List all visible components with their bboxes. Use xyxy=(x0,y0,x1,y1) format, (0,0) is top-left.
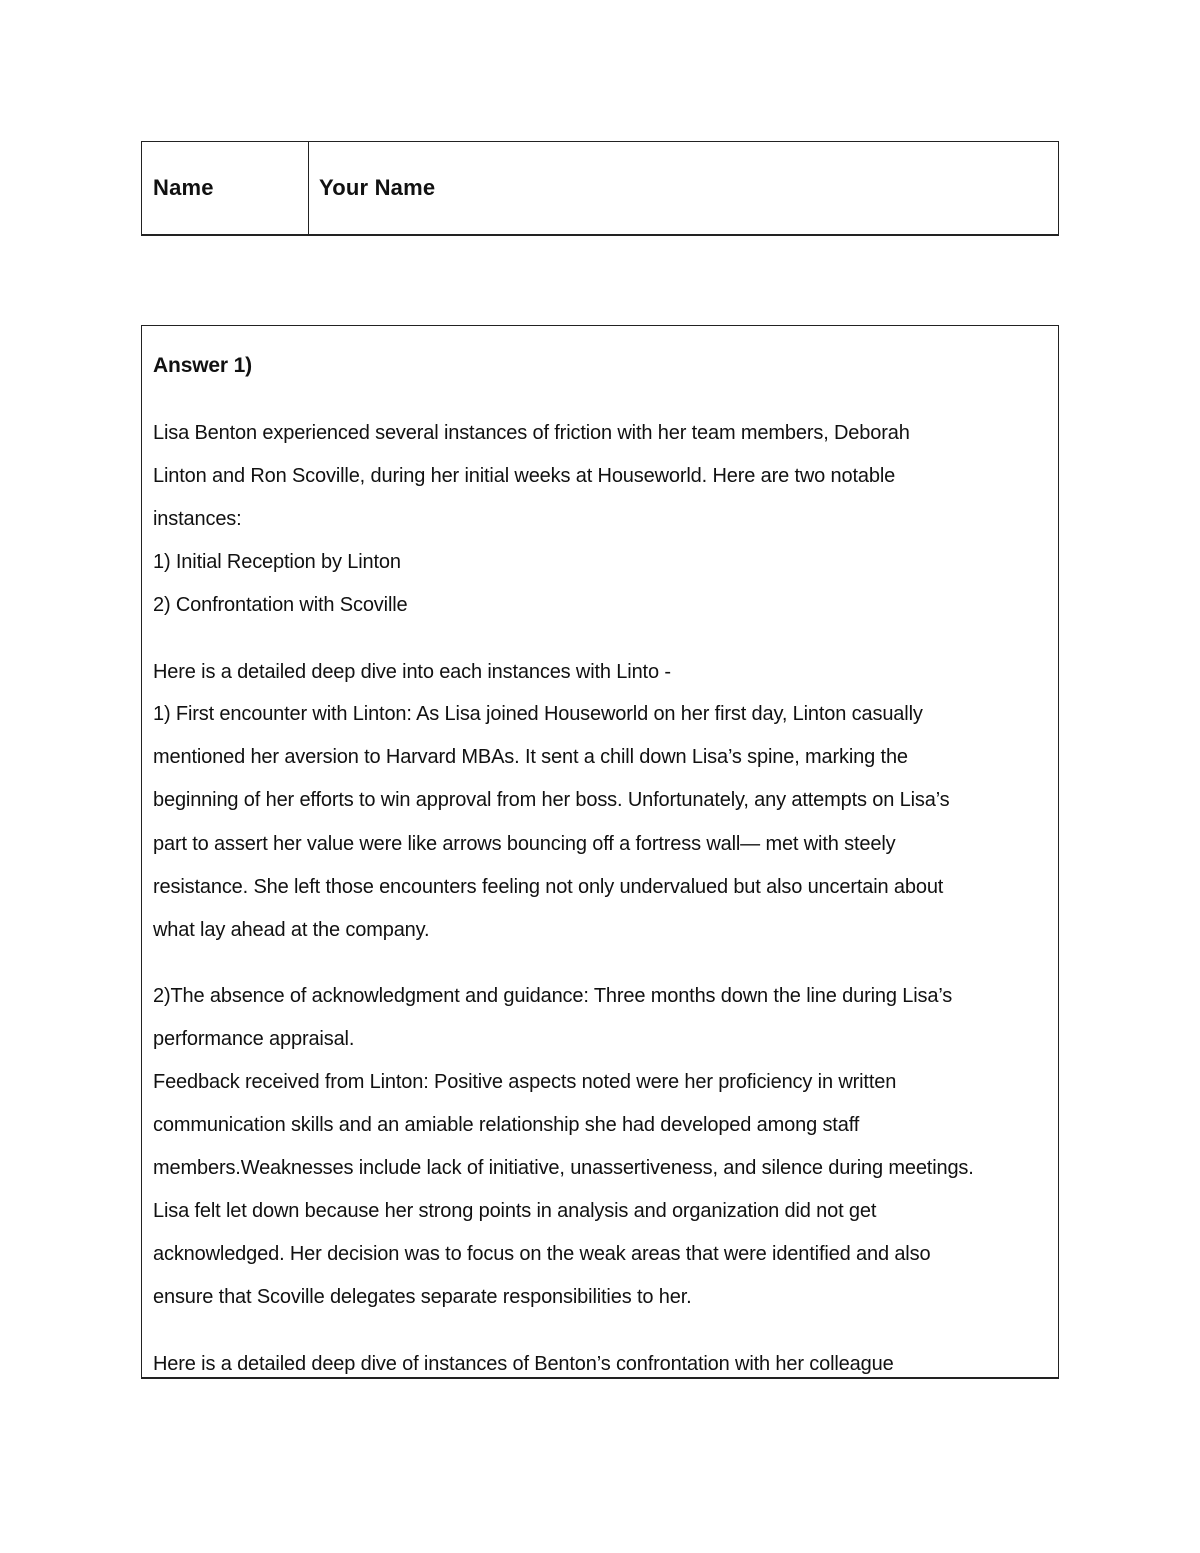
answer-line: acknowledged. Her decision was to focus on the weak areas that were identified and also xyxy=(153,1243,931,1265)
answer-line: Lisa Benton experienced several instances of friction with her team members, Deborah xyxy=(153,422,910,444)
answer-line: Lisa felt let down because her strong points in analysis and organization did not get xyxy=(153,1200,877,1222)
answer-line: beginning of her efforts to win approval from her boss. Unfortunately, any attempts on Lisa’s xyxy=(153,789,950,811)
answer-line: Here is a detailed deep dive of instances of Benton’s confrontation with her colleague xyxy=(153,1353,894,1375)
answer-line: mentioned her aversion to Harvard MBAs. It sent a chill down Lisa’s spine, marking the xyxy=(153,746,908,768)
answer-line: Feedback received from Linton: Positive aspects noted were her proficiency in written xyxy=(153,1071,897,1093)
answer-heading: Answer 1) xyxy=(153,354,253,377)
answer-line: 1) Initial Reception by Linton xyxy=(153,551,401,573)
answer-box xyxy=(141,325,1059,1379)
answer-line: members.Weaknesses include lack of initiative, unassertiveness, and silence during meetings. xyxy=(153,1157,974,1179)
answer-line: 2) Confrontation with Scoville xyxy=(153,594,408,616)
answer-line: communication skills and an amiable relationship she had developed among staff xyxy=(153,1114,860,1136)
answer-line: 2)The absence of acknowledgment and guidance: Three months down the line during Lisa’s xyxy=(153,985,953,1007)
name-value: Your Name xyxy=(319,175,436,200)
answer-line: part to assert her value were like arrows bouncing off a fortress wall— met with steely xyxy=(153,833,896,855)
answer-line: what lay ahead at the company. xyxy=(153,919,430,941)
name-table xyxy=(141,141,1059,236)
name-label: Name xyxy=(142,142,309,234)
answer-line: performance appraisal. xyxy=(153,1028,355,1050)
answer-line: resistance. She left those encounters feeling not only undervalued but also uncertain about xyxy=(153,876,944,898)
answer-line: Linton and Ron Scoville, during her initial weeks at Houseworld. Here are two notable xyxy=(153,465,896,487)
answer-line: instances: xyxy=(153,508,242,530)
answer-line: Here is a detailed deep dive into each instances with Linto - xyxy=(153,661,671,683)
answer-line: 1) First encounter with Linton: As Lisa joined Houseworld on her first day, Linton casually xyxy=(153,703,923,725)
answer-line: ensure that Scoville delegates separate responsibilities to her. xyxy=(153,1286,692,1308)
